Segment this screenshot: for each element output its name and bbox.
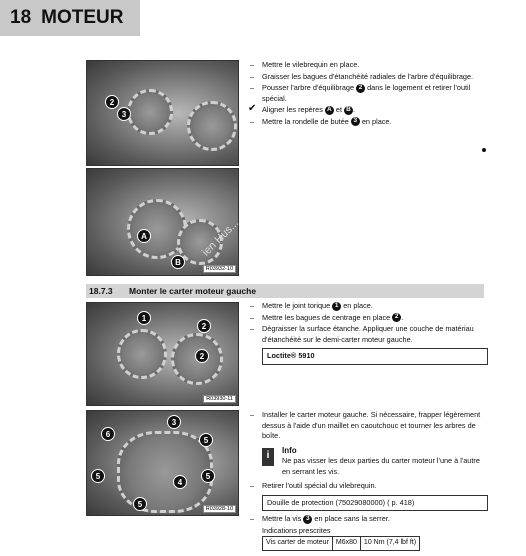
page-header	[0, 0, 140, 36]
section-title: Monter le carter moteur gauche	[129, 286, 257, 296]
callout-3: 3	[167, 415, 181, 429]
step: – Retirer l'outil spécial du vilebrequin.	[248, 481, 488, 492]
spec-label: Indications prescrites	[262, 525, 331, 535]
section-header	[86, 284, 484, 298]
section-number: 18.7.3	[89, 286, 113, 296]
photo-alignment-marks	[86, 168, 242, 276]
callout-A: A	[137, 229, 151, 243]
callout-B: B	[171, 255, 185, 269]
num-badge: 1	[332, 302, 341, 311]
check-icon: ✔	[248, 103, 257, 114]
step: – Pousser l'arbre d'équilibrage 2 dans le logement et retirer l'outil spécial.	[248, 83, 488, 104]
spec-table	[262, 536, 420, 551]
steps-block-2	[248, 301, 488, 368]
step: – Graisser les bagues d'étanchéité radiales de l'arbre d'équilibrage.	[248, 72, 488, 83]
callout-5a: 5	[199, 433, 213, 447]
step: – Mettre la vis 3 en place sans la serrer.	[248, 514, 488, 525]
step: – Mettre les bagues de centrage en place 2 .	[248, 313, 488, 324]
step: – Dégraisser la surface étanche. Appliquer une couche de matériau d'étanchéité sur le demi-carter moteur gauche.	[248, 324, 488, 345]
photo-ref: R03932-10	[203, 265, 236, 273]
callout-2a: 2	[197, 319, 211, 333]
callout-3: 3	[117, 107, 131, 121]
step: – Mettre le joint torique 1 en place.	[248, 301, 488, 312]
bullet-dot	[482, 148, 486, 152]
callout-1: 1	[137, 311, 151, 325]
check-step: ✔ Aligner les repères A et B .	[248, 103, 356, 114]
photo-o-ring	[86, 302, 239, 406]
photo-crankshaft-top	[86, 60, 239, 166]
callout-5d: 5	[133, 497, 147, 511]
spec-cell: 10 Nm (7,4 lbf ft)	[360, 537, 419, 551]
letter-badge: A	[325, 106, 334, 115]
material-box: Loctite® 5910	[262, 348, 488, 365]
watermark: ien Hus...	[200, 217, 242, 259]
callout-4: 4	[173, 475, 187, 489]
callout-5c: 5	[201, 469, 215, 483]
step: – Mettre la rondelle de butée 3 en place.	[248, 117, 488, 128]
photo-left-case	[86, 410, 239, 516]
num-badge: 2	[392, 313, 401, 322]
info-box	[262, 446, 488, 478]
callout-2b: 2	[195, 349, 209, 363]
spec-cell: M6x80	[332, 537, 360, 551]
steps-block-1	[248, 60, 488, 128]
letter-badge: B	[344, 106, 353, 115]
info-heading: Info	[282, 445, 297, 455]
chapter-number: 18	[10, 7, 32, 28]
callout-2: 2	[105, 95, 119, 109]
steps-block-3	[248, 410, 488, 551]
step: – Installer le carter moteur gauche. Si nécessaire, frapper légèrement dessus à l'aide d'un maillet en caoutchouc et tourner les arbres de boîte.	[248, 410, 488, 442]
chapter-title: MOTEUR	[41, 7, 124, 28]
tool-box: Douille de protection (75029080000) ( p. 418)	[262, 495, 488, 512]
photo-ref: R03930-11	[203, 395, 236, 403]
step: – Mettre le vilebrequin en place.	[248, 60, 488, 71]
callout-5b: 5	[91, 469, 105, 483]
info-text: Ne pas visser les deux parties du carter moteur l'une à l'autre en serrant les vis.	[282, 456, 480, 476]
num-badge: 3	[303, 515, 312, 524]
spec-cell: Vis carter de moteur	[263, 537, 333, 551]
num-badge: 3	[351, 117, 360, 126]
info-icon: i	[262, 448, 274, 466]
callout-6: 6	[101, 427, 115, 441]
num-badge: 2	[356, 84, 365, 93]
photo-ref: R03928-10	[203, 505, 236, 513]
